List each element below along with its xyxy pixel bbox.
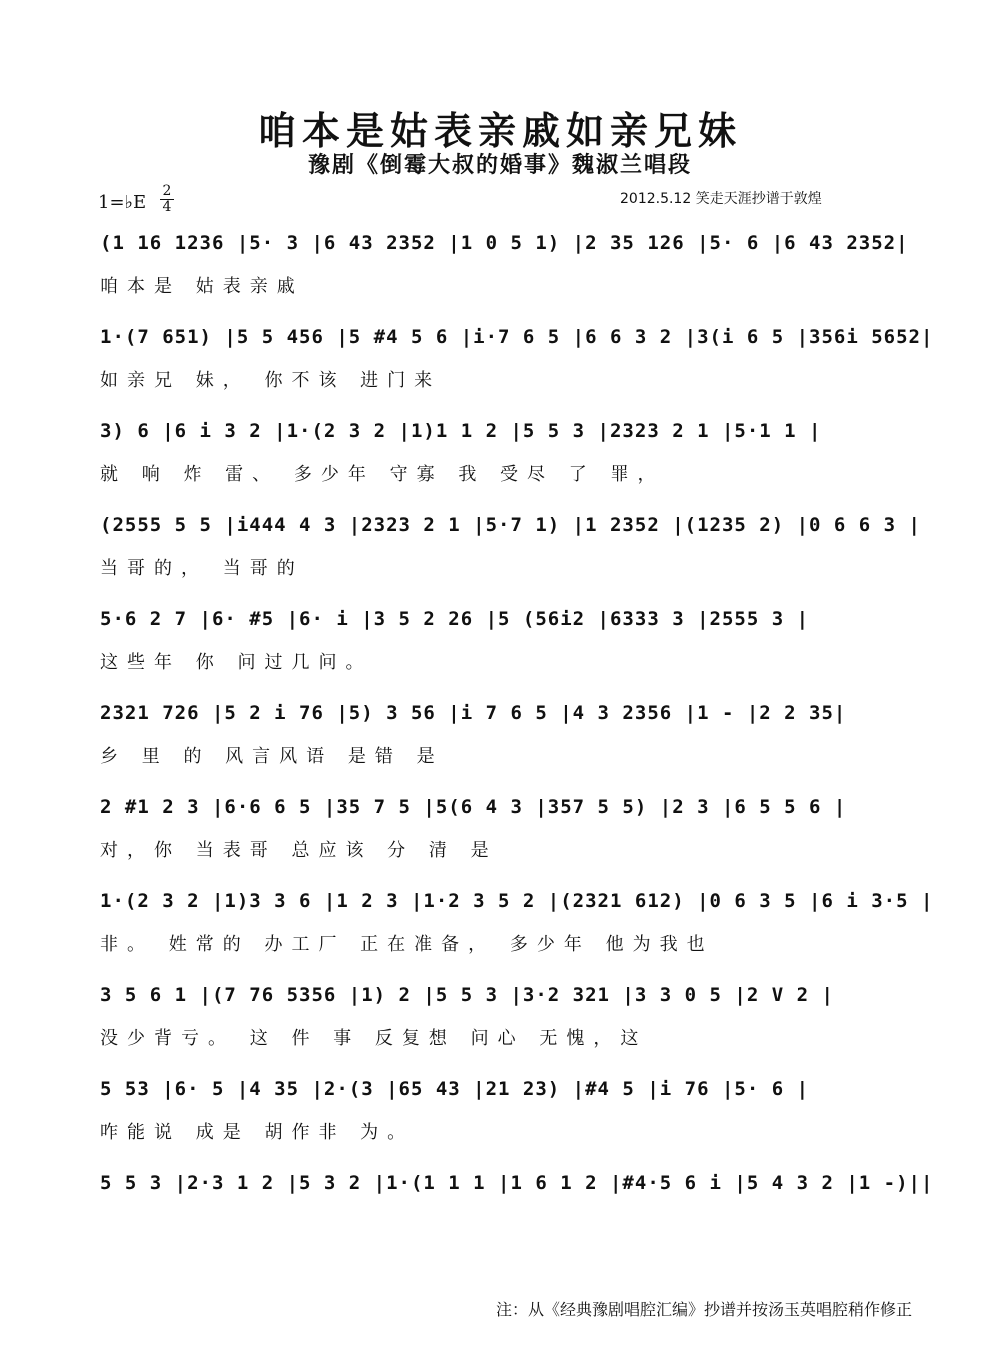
score-line-5 [100,608,910,688]
lyrics: 当哥的， 当哥的 [100,558,304,579]
lyrics: 没少背亏。 这 件 事 反复想 问心 无愧，这 [100,1028,648,1049]
notation: 3) 6 |6 i 3 2 |1·(2 3 2 |1)1 1 2 |5 5 3 |2323 2 1 |5·1 1 | [100,420,822,442]
lyrics: 如亲兄 妹， 你不该 进门来 [100,370,442,391]
transcription-credit: 2012.5.12 笑走天涯抄谱于敦煌 [620,191,822,207]
notation: 3 5 6 1 |(7 76 5356 |1) 2 |5 5 3 |3·2 321 |3 3 0 5 |2 V 2 | [100,984,834,1006]
key-signature: 1=♭E [98,192,147,213]
score-line-10 [100,1078,910,1158]
time-signature-top: 2 [162,183,172,199]
score-line-3 [100,420,910,500]
page-subtitle: 豫剧《倒霉大叔的婚事》魏淑兰唱段 [307,152,692,178]
lyrics: 乡 里 的 风言风语 是错 是 [100,746,444,767]
time-signature [160,184,174,215]
lyrics: 咱本是 姑表亲戚 [100,276,304,297]
page-title: 咱本是姑表亲戚如亲兄妹 [257,108,742,153]
score-line-1 [100,232,910,312]
lyrics: 这些年 你 问过几问。 [100,652,373,673]
lyrics: 非。 姓常的 办工厂 正在准备， 多少年 他为我也 [100,934,714,955]
notation: 5 53 |6· 5 |4 35 |2·(3 |65 43 |21 23) |#4 5 |i 76 |5· 6 | [100,1078,810,1100]
notation: 5 5 3 |2·3 1 2 |5 3 2 |1·(1 1 1 |1 6 1 2 |#4·5 6 i |5 4 3 2 |1 -)|| [100,1172,934,1194]
footnote: 注：从《经典豫剧唱腔汇编》抄谱并按汤玉英唱腔稍作修正 [495,1300,912,1319]
score-line-7 [100,796,910,876]
notation: (2555 5 5 |i444 4 3 |2323 2 1 |5·7 1) |1 2352 |(1235 2) |0 6 6 3 | [100,514,921,536]
score-line-6 [100,702,910,782]
notation: 1·(2 3 2 |1)3 3 6 |1 2 3 |1·2 3 5 2 |(2321 612) |0 6 3 5 |6 i 3·5 | [100,890,934,912]
lyrics [100,1212,910,1238]
notation: 1·(7 651) |5 5 456 |5 #4 5 6 |i·7 6 5 |6 6 3 2 |3(i 6 5 |356i 5652| [100,326,934,348]
notation: 2 #1 2 3 |6·6 6 5 |35 7 5 |5(6 4 3 |357 5 5) |2 3 |6 5 5 6 | [100,796,847,818]
score-line-9 [100,984,910,1064]
lyrics: 咋能说 成是 胡作非 为。 [100,1122,415,1143]
score-line-2 [100,326,934,406]
score-line-4 [100,514,921,594]
notation: (1 16 1236 |5· 3 |6 43 2352 |1 0 5 1) |2 35 126 |5· 6 |6 43 2352| [100,232,909,254]
score-line-11 [100,1172,934,1252]
lyrics: 就 响 炸 雷、 多少年 守寡 我 受尽 了 罪， [100,464,665,485]
score-line-8 [100,890,934,970]
notation: 2321 726 |5 2 i 76 |5) 3 56 |i 7 6 5 |4 3 2356 |1 - |2 2 35| [100,702,847,724]
notation: 5·6 2 7 |6· #5 |6· i |3 5 2 26 |5 (56i2 |6333 3 |2555 3 | [100,608,810,630]
lyrics: 对，你 当表哥 总应该 分 清 是 [100,840,498,861]
time-signature-bottom: 4 [162,199,172,215]
